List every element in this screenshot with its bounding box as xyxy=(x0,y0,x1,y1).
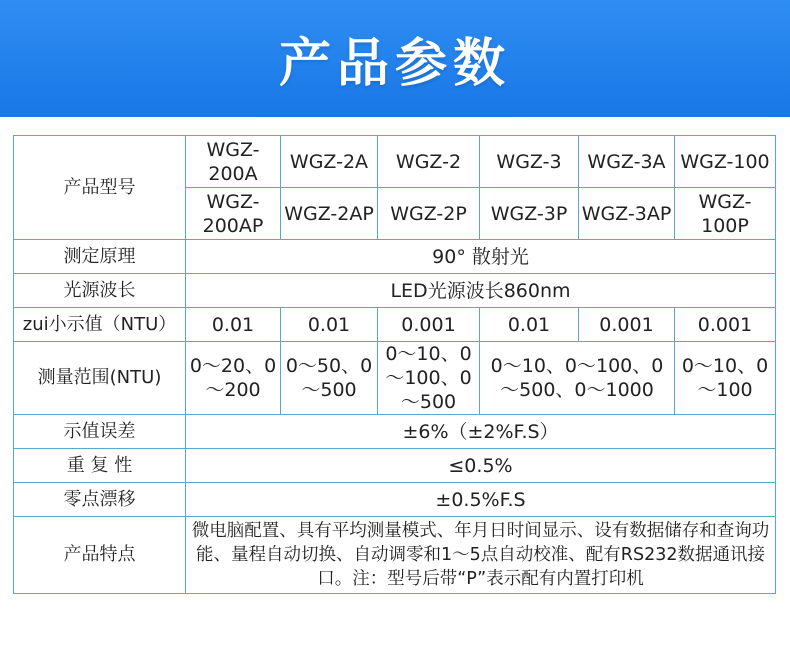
table-row-wavelength xyxy=(14,274,776,308)
row-label-min-value: zui小示值（NTU） xyxy=(14,308,186,342)
row-label-range: 测量范围(NTU) xyxy=(14,342,186,415)
table-row-drift xyxy=(14,483,776,517)
model-cell: WGZ-100P xyxy=(675,188,776,240)
table-row-model xyxy=(14,136,776,188)
error-value: ±6%（±2%F.S） xyxy=(186,415,776,449)
row-label-wavelength: 光源波长 xyxy=(14,274,186,308)
model-cell: WGZ-2 xyxy=(378,136,480,188)
table-row-min-value xyxy=(14,308,776,342)
range-cell: 0～10、0～100、0～500 xyxy=(378,342,480,415)
row-label-features: 产品特点 xyxy=(14,517,186,594)
table-row-repeatability xyxy=(14,449,776,483)
row-label-drift: 零点漂移 xyxy=(14,483,186,517)
model-cell: WGZ-3P xyxy=(480,188,579,240)
table-row-features xyxy=(14,517,776,594)
row-label-error: 示值误差 xyxy=(14,415,186,449)
min-value-cell: 0.001 xyxy=(378,308,480,342)
min-value-cell: 0.001 xyxy=(675,308,776,342)
min-value-cell: 0.01 xyxy=(281,308,378,342)
min-value-cell: 0.001 xyxy=(579,308,675,342)
table-row-principle xyxy=(14,240,776,274)
model-cell: WGZ-2A xyxy=(281,136,378,188)
drift-value: ±0.5%F.S xyxy=(186,483,776,517)
table-row-error xyxy=(14,415,776,449)
row-label-repeatability: 重 复 性 xyxy=(14,449,186,483)
model-cell: WGZ-100 xyxy=(675,136,776,188)
range-cell: 0～20、0～200 xyxy=(186,342,281,415)
principle-value: 90° 散射光 xyxy=(186,240,776,274)
table-row-range xyxy=(14,342,776,415)
min-value-cell: 0.01 xyxy=(186,308,281,342)
model-cell: WGZ-200A xyxy=(186,136,281,188)
row-label-model: 产品型号 xyxy=(14,136,186,240)
spec-table xyxy=(13,135,776,594)
min-value-cell: 0.01 xyxy=(480,308,579,342)
model-cell: WGZ-3 xyxy=(480,136,579,188)
wavelength-value: LED光源波长860nm xyxy=(186,274,776,308)
model-cell: WGZ-2P xyxy=(378,188,480,240)
range-cell: 0～10、0～100 xyxy=(675,342,776,415)
features-value: 微电脑配置、具有平均测量模式、年月日时间显示、设有数据储存和查询功能、量程自动切换、自动调零和1～5点自动校准、配有RS232数据通讯接口。注：型号后带“P”表示配有内置打印机 xyxy=(186,517,776,594)
repeatability-value: ≤0.5% xyxy=(186,449,776,483)
model-cell: WGZ-3AP xyxy=(579,188,675,240)
model-cell: WGZ-3A xyxy=(579,136,675,188)
page-title: 产品参数 xyxy=(278,34,511,94)
model-cell: WGZ-200AP xyxy=(186,188,281,240)
model-cell: WGZ-2AP xyxy=(281,188,378,240)
row-label-principle: 测定原理 xyxy=(14,240,186,274)
range-cell: 0～50、0～500 xyxy=(281,342,378,415)
title-banner xyxy=(0,0,790,117)
range-cell: 0～10、0～100、0～500、0～1000 xyxy=(480,342,675,415)
